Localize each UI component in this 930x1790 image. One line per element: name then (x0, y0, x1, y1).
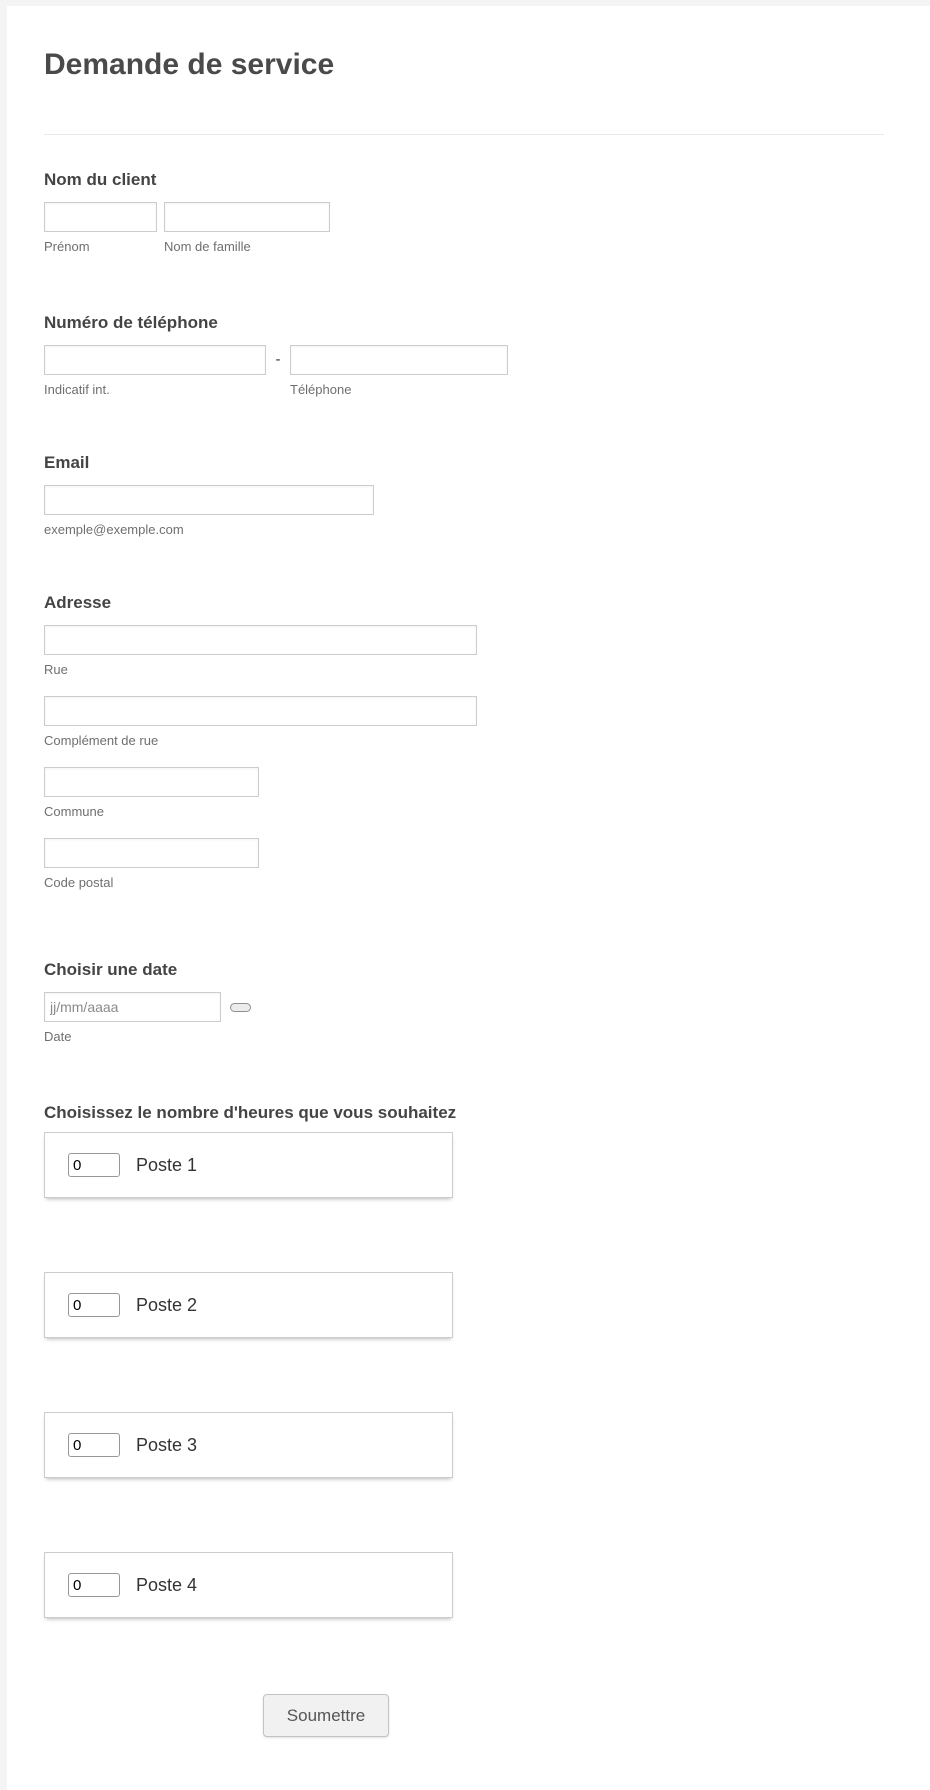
street-input[interactable] (44, 625, 477, 655)
client-name-label: Nom du client (44, 170, 157, 189)
phone-separator: - (275, 351, 281, 368)
date-picker-icon[interactable] (230, 1003, 251, 1012)
street2-sublabel: Complément de rue (44, 733, 159, 748)
phone-area-code-sublabel: Indicatif int. (44, 382, 110, 397)
field-group-email (44, 453, 884, 538)
email-label: Email (44, 453, 90, 472)
phone-number-sublabel: Téléphone (290, 382, 352, 397)
first-name-input[interactable] (44, 202, 157, 232)
poste-1-hours-input[interactable] (68, 1153, 120, 1177)
field-group-date (44, 960, 884, 1045)
poste-4-box (44, 1552, 453, 1618)
submit-button[interactable]: Soumettre (263, 1694, 389, 1737)
poste-3-label: Poste 3 (136, 1434, 198, 1455)
last-name-input[interactable] (164, 202, 330, 232)
phone-number-input[interactable] (290, 345, 508, 375)
poste-1-box (44, 1132, 453, 1198)
last-name-sublabel: Nom de famille (164, 239, 251, 254)
address-label: Adresse (44, 593, 112, 612)
page-edge-left (0, 0, 7, 1790)
date-sublabel: Date (44, 1029, 72, 1044)
first-name-sublabel: Prénom (44, 239, 90, 254)
poste-1-label: Poste 1 (136, 1154, 198, 1175)
page-edge-top (0, 0, 930, 6)
email-sublabel: exemple@exemple.com (44, 522, 184, 537)
poste-3-hours-input[interactable] (68, 1433, 120, 1457)
street2-input[interactable] (44, 696, 477, 726)
poste-3-box (44, 1412, 453, 1478)
postal-code-input[interactable] (44, 838, 259, 868)
date-label: Choisir une date (44, 960, 178, 979)
poste-2-hours-input[interactable] (68, 1293, 120, 1317)
field-group-hours (44, 1103, 884, 1692)
poste-4-hours-input[interactable] (68, 1573, 120, 1597)
email-input[interactable] (44, 485, 374, 515)
poste-2-box (44, 1272, 453, 1338)
postal-code-sublabel: Code postal (44, 875, 114, 890)
field-group-client-name (44, 170, 884, 255)
phone-area-code-input[interactable] (44, 345, 266, 375)
hours-label: Choisissez le nombre d'heures que vous souhaitez (44, 1103, 457, 1122)
city-input[interactable] (44, 767, 259, 797)
poste-4-label: Poste 4 (136, 1574, 198, 1595)
header-divider (44, 134, 884, 135)
phone-label: Numéro de téléphone (44, 313, 218, 332)
page-title: Demande de service (44, 48, 335, 81)
poste-2-label: Poste 2 (136, 1294, 198, 1315)
city-sublabel: Commune (44, 804, 104, 819)
field-group-phone (44, 313, 884, 398)
field-group-address (44, 593, 884, 891)
street-sublabel: Rue (44, 662, 68, 677)
date-input[interactable] (44, 992, 221, 1022)
